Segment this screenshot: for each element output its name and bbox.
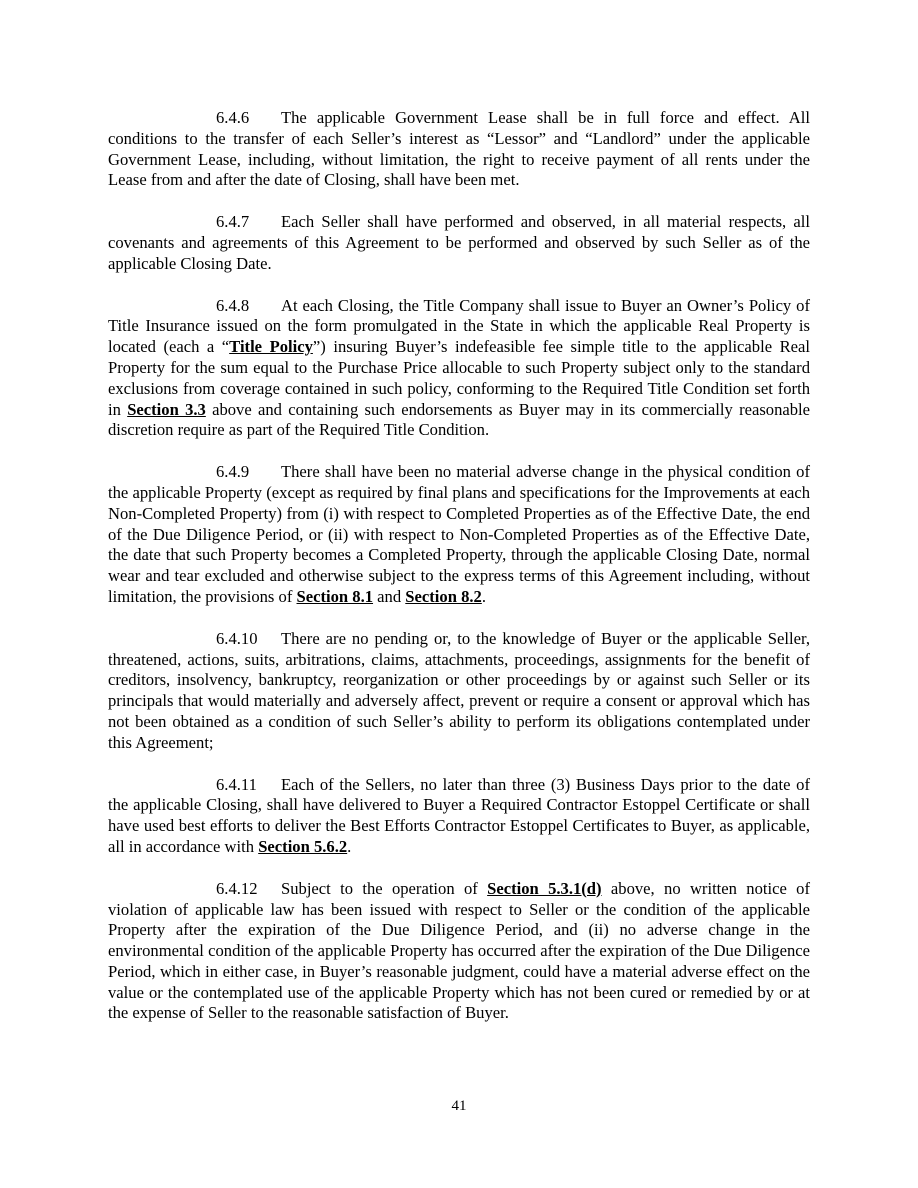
cross-reference: Section 3.3 — [127, 399, 206, 419]
paragraph-text: and — [373, 586, 406, 606]
paragraph-text: Each Seller shall have performed and observed, in all material respects, all covenants and agreements of this Agreement to be performed and observed by such Seller as of the applicable Closing Date. — [108, 212, 810, 273]
paragraph-text: above and containing such endorsements as Buyer may in its commercially reasonable discretion require as part of the Required Title Condition. — [108, 399, 811, 440]
cross-reference: Section 8.2 — [405, 586, 482, 606]
paragraph-text: . — [481, 586, 486, 606]
section-paragraph-6-4-8 — [108, 296, 810, 442]
section-paragraph-6-4-6 — [108, 108, 810, 191]
section-number: 6.4.9 — [216, 462, 250, 482]
section-paragraph-6-4-10 — [108, 629, 810, 754]
paragraph-text: At each Closing, the Title Company shall issue to Buyer an Owner’s Policy of Title Insurance issued on the form promulgated in the State in which the applicable Real Property is located (each a “ — [108, 295, 810, 357]
section-number: 6.4.7 — [216, 212, 250, 232]
cross-reference: Title Policy — [229, 337, 313, 357]
section-paragraph-6-4-7 — [108, 212, 810, 274]
section-paragraph-6-4-12 — [108, 879, 810, 1025]
section-number: 6.4.8 — [216, 295, 250, 315]
section-number: 6.4.6 — [216, 108, 250, 127]
page-number: 41 — [451, 1098, 467, 1114]
paragraph-text: The applicable Government Lease shall be in full force and effect. All conditions to the transfer of each Seller’s interest as “Lessor” and “Landlord” under the applicable Government Lease, including, without limitation, the right to receive payment of all rents under the Lease from and after the date of Closing, shall have been met. — [108, 108, 810, 190]
section-number: 6.4.12 — [216, 878, 258, 898]
document-body — [108, 108, 810, 1045]
paragraph-text: Each of the Sellers, no later than three (3) Business Days prior to the date of the applicable Closing, shall have delivered to Buyer a Required Contractor Estoppel Certificate or shall have used best efforts to deliver the Best Efforts Contractor Estoppel Certificates to Buyer, as applicable, all in accordance with — [108, 774, 810, 856]
section-number: 6.4.10 — [216, 628, 258, 648]
paragraph-text: above, no written notice of violation of applicable law has been issued with respect to Seller or the condition of the applicable Property after the expiration of the Due Diligence Period, and (ii) no adverse change in the environmental condition of the applicable Property has occurred after the expiration of the Due Diligence Period, which in either case, in Buyer’s reasonable judgment, could have a material adverse effect on the value or the contemplated use of the applicable Property which has not been cured or remedied by or at the expense of Seller to the reasonable satisfaction of Buyer. — [108, 878, 810, 1023]
cross-reference: Section 5.3.1(d) — [487, 878, 602, 898]
paragraph-text: ”) insuring Buyer’s indefeasible fee simple title to the applicable Real Property for the sum equal to the Purchase Price allocable to such Property subject only to the standard exclusions from coverage contained in such policy, conforming to the Required Title Condition set forth in — [108, 337, 811, 419]
paragraph-text: Subject to the operation of — [281, 878, 488, 898]
cross-reference: Section 5.6.2 — [258, 836, 348, 856]
paragraph-text: . — [347, 836, 352, 856]
section-number: 6.4.11 — [216, 774, 257, 794]
cross-reference: Section 8.1 — [296, 586, 374, 606]
section-paragraph-6-4-9 — [108, 462, 810, 608]
paragraph-text: There are no pending or, to the knowledge of Buyer or the applicable Seller, threatened, actions, suits, arbitrations, claims, attachments, proceedings, assignments for the benefit of creditors, insolvency, bankruptcy, reorganization or other proceedings by or against such Seller or its principals that would materially and adversely affect, prevent or require a consent or approval which has not been obtained as a condition of such Seller’s ability to perform its obligations contemplated under this Agreement; — [108, 628, 810, 752]
section-paragraph-6-4-11 — [108, 775, 810, 858]
paragraph-text: There shall have been no material adverse change in the physical condition of the applicable Property (except as required by final plans and specifications for the Improvements at each Non-Completed Property) from (i) with respect to Completed Properties as of the Effective Date, the end of the Due Diligence Period, or (ii) with respect to Non-Completed Properties as of the Effective Date, the date that such Property becomes a Completed Property, through the applicable Closing Date, normal wear and tear excluded and otherwise subject to the express terms of this Agreement including, without limitation, the provisions of — [108, 462, 810, 606]
